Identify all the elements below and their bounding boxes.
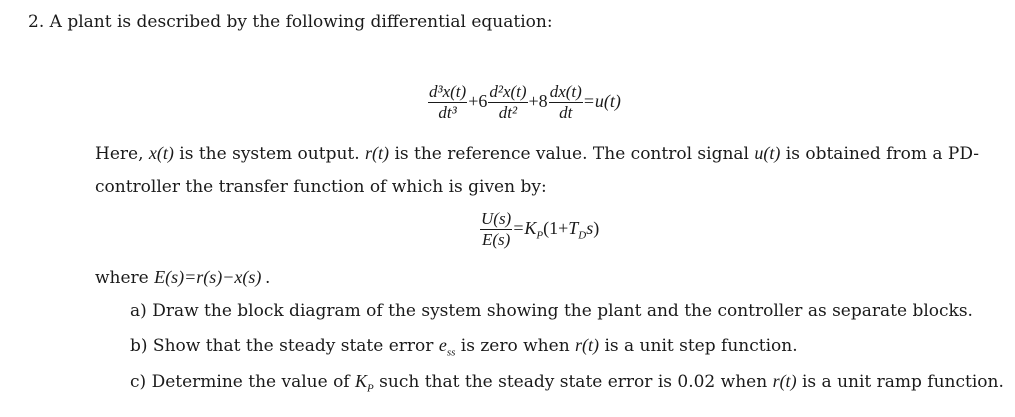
here-x-of-t: x(t) — [148, 143, 174, 163]
eq-op1: +6 — [468, 91, 488, 111]
part-b-text-before: Show that the steady state error — [152, 336, 434, 356]
eq-term3-den: dt — [559, 103, 573, 122]
question-title: A plant is described by the following differential equation: — [49, 12, 553, 32]
eq-term3-num: dx(t) — [549, 82, 582, 101]
eq-term-first-derivative — [549, 83, 583, 122]
here-u-of-t: u(t) — [754, 143, 781, 163]
part-c-symbol: $K_P$ — [355, 371, 374, 395]
part-b — [130, 335, 798, 359]
tf-num: U(s) — [481, 209, 512, 228]
where-expr: E(s)=r(s)−x(s) . — [154, 267, 271, 287]
where-line — [95, 267, 270, 288]
part-b-label: b) — [130, 336, 148, 356]
eq-term-third-derivative — [428, 83, 467, 122]
here-line-2 — [95, 177, 547, 197]
part-c-text-before: Determine the value of — [151, 372, 350, 392]
part-c-text-after: is a unit ramp function. — [801, 372, 1004, 392]
eq-term2-num: d²x(t) — [489, 82, 527, 101]
here-p4: is obtained from a PD- — [785, 144, 980, 164]
here-line2-text: controller the transfer function of which is given by: — [95, 177, 547, 197]
part-b-r-of-t: r(t) — [575, 335, 600, 355]
part-b-text-after: is a unit step function. — [604, 336, 798, 356]
question-number: 2. — [28, 12, 45, 32]
where-label: where — [95, 268, 149, 288]
part-a — [130, 301, 973, 321]
here-line — [95, 143, 979, 164]
part-a-text: Draw the block diagram of the system showing the plant and the controller as separate blocks. — [152, 301, 973, 321]
here-p1: Here, — [95, 144, 144, 164]
controller-transfer-function — [480, 210, 599, 249]
part-c-text-mid: such that the steady state error is 0.02 when — [379, 372, 768, 392]
eq-term1-den: dt³ — [438, 103, 457, 122]
eq-term2-den: dt² — [498, 103, 518, 122]
here-p3: is the reference value. The control signal — [394, 144, 749, 164]
part-c-label: c) — [130, 372, 147, 392]
eq-op2: +8 — [528, 91, 548, 111]
tf-den: E(s) — [481, 230, 511, 249]
part-c — [130, 371, 1004, 395]
here-r-of-t: r(t) — [365, 143, 390, 163]
eq-term1-num: d³x(t) — [429, 82, 467, 101]
question-title-line — [28, 12, 553, 32]
differential-equation — [428, 83, 621, 122]
tf-rhs: $=K_P(1+T_Ds)$ — [512, 218, 600, 242]
part-a-label: a) — [130, 301, 147, 321]
part-b-text-mid: is zero when — [460, 336, 570, 356]
here-p2: is the system output. — [179, 144, 360, 164]
eq-rhs: =u(t) — [582, 91, 621, 111]
eq-term-second-derivative — [488, 83, 527, 122]
part-c-r-of-t: r(t) — [772, 371, 797, 391]
tf-fraction — [480, 210, 512, 249]
part-b-symbol: $e_{ss}$ — [438, 335, 456, 359]
